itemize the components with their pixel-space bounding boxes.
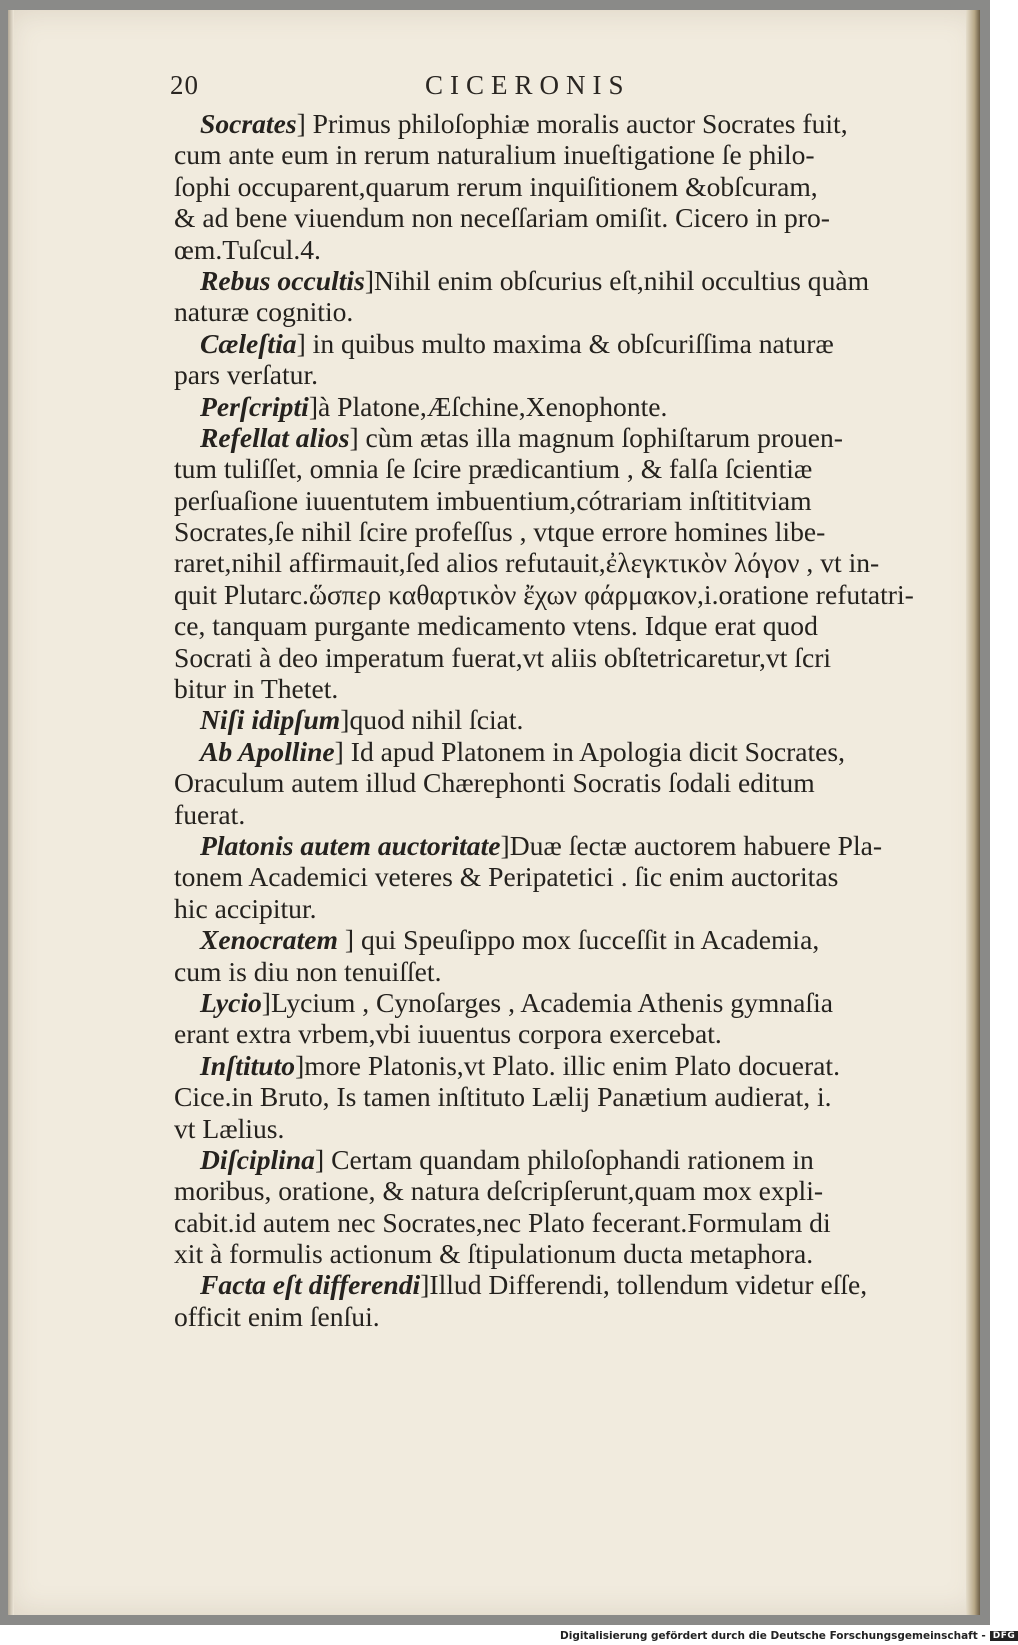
lemma-line [174,736,914,767]
line-text: ] Primus philoſophiæ moralis auctor Socrates fuit, [296,108,848,139]
lemma-line [174,830,914,861]
page-edge-right [966,10,980,1615]
line-text: ]Duæ ſectæ auctorem habuere Pla- [500,829,883,861]
lemma-line [174,924,914,955]
lemma: Diſciplina [200,1143,315,1175]
page-number: 20 [170,70,199,100]
line-text: ] qui Speuſippo mox ſucceſſit in Academia, [337,924,820,956]
line-text: ]quod nihil ſciat. [340,704,524,736]
line-text: ] in quibus multo maxima & obſcuriſſima naturæ [296,327,834,359]
text-line [174,234,914,265]
lemma-line [174,328,914,359]
lemma-line [174,108,914,139]
line-text: & ad bene viuendum non neceſſariam omiſit. Cicero in pro- [174,202,830,234]
line-text: ]Illud Differendi, tollendum videtur eſſe, [420,1269,868,1301]
text-line [174,1113,914,1144]
line-text: vt Lælius. [174,1112,285,1144]
line-text: bitur in Thetet. [174,673,339,705]
line-text: officit enim ſenſui. [174,1300,380,1332]
line-text: fuerat. [174,798,246,830]
line-text: ]Lycium , Cynoſarges , Academia Athenis gymnaſia [261,986,833,1018]
text-line [174,610,914,641]
line-text: naturæ cognitio. [174,296,354,328]
text-line [174,485,914,516]
lemma: Lycio [200,986,262,1018]
line-text: pars verſatur. [174,359,319,391]
text-line [174,139,914,170]
line-text: ]Nihil enim obſcurius eſt,nihil occultius quàm [364,264,870,296]
text-line [174,1081,914,1112]
text-line [174,799,914,830]
line-text: ſophi occuparent,quarum rerum inquiſitionem &obſcuram, [174,170,818,202]
lemma: Xenocratem [200,924,338,956]
line-text: cabit.id autem nec Socrates,nec Plato fecerant.Formulam di [174,1206,831,1238]
text-line [174,359,914,390]
line-text: cum ante eum in rerum naturalium inueſtigatione ſe philo- [174,139,815,171]
text-line [174,861,914,892]
text-line [174,1238,914,1269]
lemma: Inſtituto [200,1049,296,1081]
text-line [174,1018,914,1049]
text-line [174,893,914,924]
text-line [174,171,914,202]
line-text: ]more Platonis,vt Plato. illic enim Plato docuerat. [295,1049,840,1081]
lemma-line [174,422,914,453]
line-text: tonem Academici veteres & Peripatetici . ſic enim auctoritas [174,861,839,893]
lemma-line [174,265,914,296]
line-text: ] cùm ætas illa magnum ſophiſtarum prouen- [349,421,843,453]
text-line [174,296,914,327]
commentary-text [174,108,914,1332]
text-line [174,453,914,484]
digitization-footer [560,1630,1016,1645]
line-text: ] Id apud Platonem in Apologia dicit Socrates, [334,735,846,767]
text-line [174,642,914,673]
text-line [174,767,914,798]
text-line [174,202,914,233]
lemma-line [174,1050,914,1081]
page-gutter-left [8,10,14,1615]
lemma: Perſcripti [200,390,309,422]
line-text: ] Certam quandam philoſophandi rationem in [314,1143,814,1175]
lemma: Facta eſt differendi [200,1269,421,1301]
text-line [174,673,914,704]
line-text: tum tuliſſet, omnia ſe ſcire prædicantium , & falſa ſcientiæ [174,453,813,485]
line-text: œm.Tuſcul.4. [174,233,321,265]
lemma: Platonis autem auctoritate [200,829,501,861]
running-head: CICERONIS [425,70,631,100]
line-text: ce, tanquam purgante medicamento vtens. Idque erat quod [174,610,818,642]
line-text: cum is diu non tenuiſſet. [174,955,442,987]
line-text: Socrates,ſe nihil ſcire profeſſus , vtque errore homines libe- [174,516,826,548]
lemma-line [174,704,914,735]
lemma-line [174,1269,914,1300]
lemma-line [174,391,914,422]
lemma: Socrates [200,108,297,139]
line-text: perſuaſione iuuentutem imbuentium,cótrariam inſtititviam [174,484,812,516]
lemma: Ab Apolline [200,735,335,767]
footer-credit: Digitalisierung gefördert durch die Deutsche Forschungsgemeinschaft - [560,1630,986,1642]
line-text: hic accipitur. [174,892,317,924]
dfg-logo: DFG [990,1631,1018,1641]
line-text: Socrati à deo imperatum fuerat,vt aliis obſtetricaretur,vt ſcri [174,641,832,673]
text-line [174,547,914,578]
line-text: erant extra vrbem,vbi iuuentus corpora exercebat. [174,1018,722,1050]
text-line [174,579,914,610]
line-text: quit Plutarc.ὥσπερ καθαρτικὸν ἔχων φάρμακον,i.oratione refutatri- [174,578,914,610]
lemma: Rebus occultis [200,264,365,296]
text-line [174,1207,914,1238]
text-line [174,956,914,987]
line-text: moribus, oratione, & natura deſcripſerunt,quam mox expli- [174,1175,824,1207]
line-text: ]à Platone,Æſchine,Xenophonte. [308,390,668,422]
lemma-line [174,1144,914,1175]
line-text: raret,nihil affirmauit,ſed alios refutauit,ἐλεγκτικὸν λόγον , vt in- [174,547,880,579]
line-text: Oraculum autem illud Chærephonti Socratis ſodali editum [174,767,815,799]
line-text: Cice.in Bruto, Is tamen inſtituto Lælij Panætium audierat, i. [174,1081,832,1113]
lemma: Refellat alios [200,421,350,453]
text-line [174,1301,914,1332]
lemma: Cæleſtia [200,327,297,359]
line-text: xit à formulis actionum & ſtipulationum ducta metaphora. [174,1238,814,1270]
text-line [174,516,914,547]
lemma-line [174,987,914,1018]
lemma: Niſi idipſum [200,704,341,736]
text-line [174,1175,914,1206]
page-header [170,64,790,104]
